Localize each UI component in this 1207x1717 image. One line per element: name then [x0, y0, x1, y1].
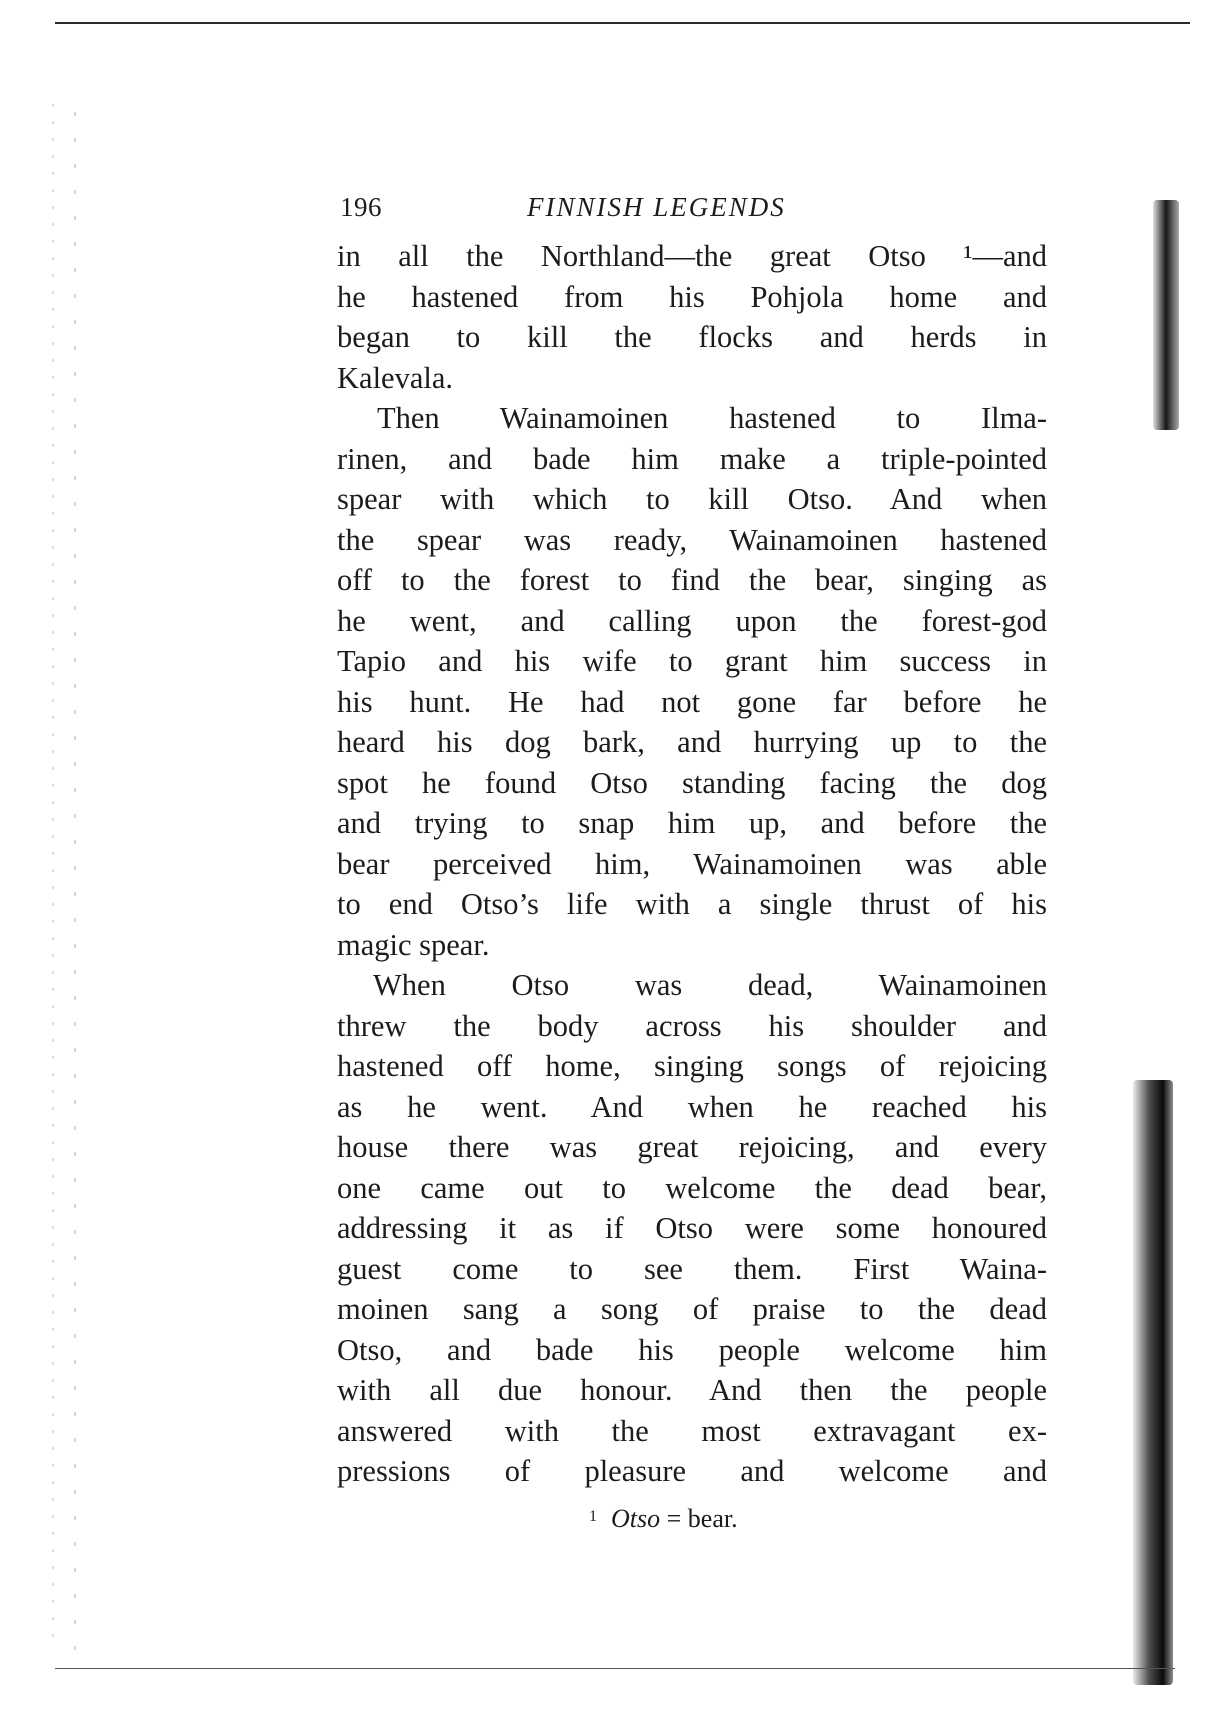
text-line: Kalevala.: [337, 360, 453, 395]
text-line: addressing it as if Otso were some honoured: [337, 1211, 1047, 1245]
text-line: bear perceived him, Wainamoinen was able: [337, 846, 1047, 881]
bottom-rule: [55, 1668, 1175, 1669]
text-line: spot he found Otso standing facing the dog: [337, 765, 1047, 800]
text-line: heard his dog bark, and hurrying up to the: [337, 725, 1047, 759]
text-line: Otso, and bade his people welcome him: [337, 1332, 1047, 1367]
footnote-definition: = bear.: [666, 1503, 738, 1533]
text-line: he went, and calling upon the forest-god: [337, 603, 1047, 638]
text-line: he hastened from his Pohjola home and: [337, 279, 1047, 314]
text-line: to end Otso’s life with a single thrust of his: [337, 887, 1047, 921]
text-line: hastened off home, singing songs of rejoicing: [337, 1049, 1047, 1083]
text-line: moinen sang a song of praise to the dead: [337, 1292, 1047, 1326]
text-line: and trying to snap him up, and before the: [337, 806, 1047, 840]
book-title: FINNISH LEGENDS: [527, 192, 786, 222]
text-line: spear with which to kill Otso. And when: [337, 482, 1047, 516]
text-line: pressions of pleasure and welcome and: [337, 1454, 1047, 1488]
footnote-marker: 1: [589, 1507, 597, 1525]
paragraph-3: [337, 965, 1047, 1492]
text-line: in all the Northland—the great Otso ¹—and: [337, 239, 1047, 273]
text-line: rinen, and bade him make a triple-pointed: [337, 441, 1047, 476]
page-number: 196: [340, 192, 382, 222]
paragraph-2: [337, 398, 1047, 965]
running-head: [337, 190, 1047, 236]
text-line: off to the forest to find the bear, singing as: [337, 563, 1047, 597]
text-line: Then Wainamoinen hastened to Ilma-: [377, 401, 1047, 435]
edge-shadow-upper: [1153, 200, 1179, 430]
text-line: the spear was ready, Wainamoinen hastened: [337, 522, 1047, 557]
text-line: When Otso was dead, Wainamoinen: [373, 968, 1047, 1002]
edge-shadow-lower: [1133, 1080, 1173, 1685]
text-line: Tapio and his wife to grant him success in: [337, 644, 1047, 678]
text-line: house there was great rejoicing, and every: [337, 1130, 1047, 1164]
binding-shadow: [40, 90, 90, 1650]
text-line: began to kill the flocks and herds in: [337, 320, 1047, 354]
footnote: [337, 1504, 1047, 1534]
text-line: with all due honour. And then the people: [337, 1373, 1047, 1407]
book-page: [337, 190, 1047, 1534]
text-line: magic spear.: [337, 927, 490, 962]
top-rule: [55, 22, 1190, 24]
text-line: his hunt. He had not gone far before he: [337, 684, 1047, 719]
body-text: [337, 236, 1047, 1492]
text-line: one came out to welcome the dead bear,: [337, 1170, 1047, 1205]
text-line: answered with the most extravagant ex-: [337, 1413, 1047, 1448]
footnote-term: Otso: [611, 1503, 661, 1533]
text-line: as he went. And when he reached his: [337, 1089, 1047, 1124]
text-line: threw the body across his shoulder and: [337, 1008, 1047, 1043]
paragraph-1: [337, 236, 1047, 398]
text-line: guest come to see them. First Waina-: [337, 1251, 1047, 1286]
